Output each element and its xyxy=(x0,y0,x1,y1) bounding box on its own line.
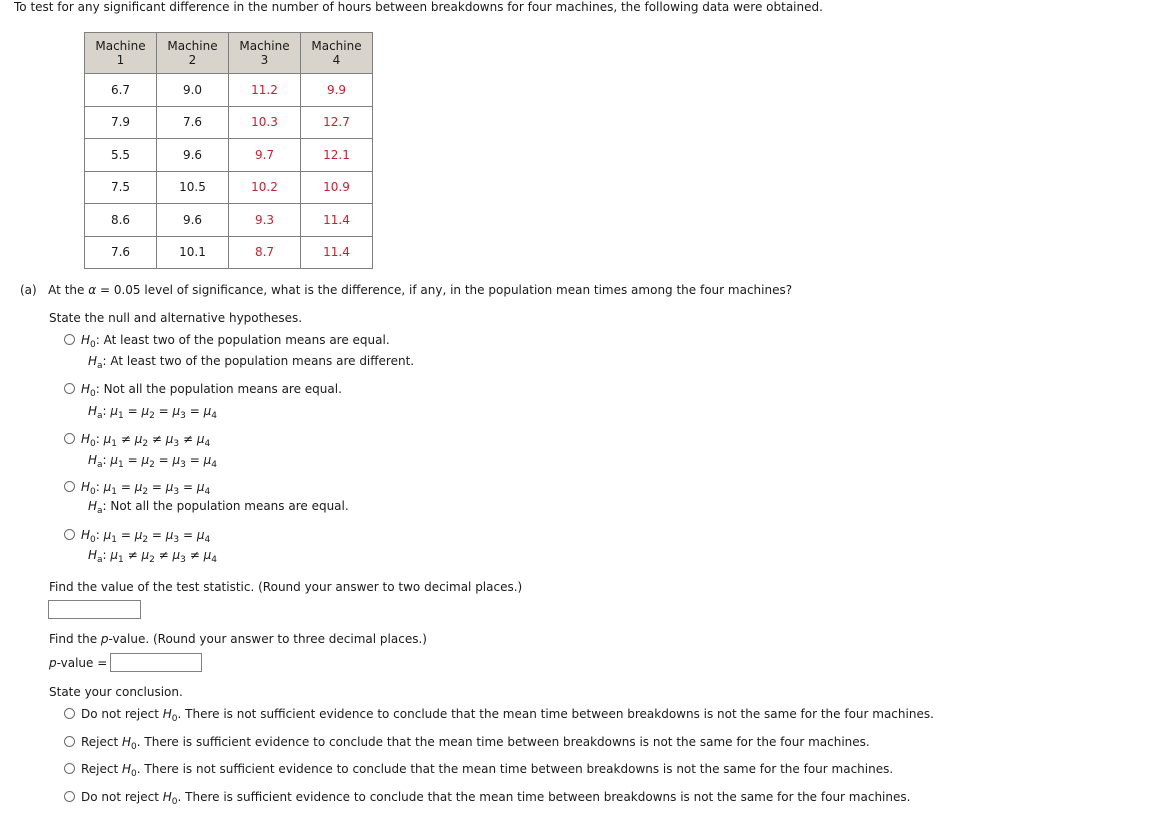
intro-text: To test for any significant difference in the number of hours between breakdowns for four machines, the following data were obtained. xyxy=(14,0,823,14)
p-value-prompt: Find the p-value. (Round your answer to three decimal places.) xyxy=(49,632,427,646)
conclusion-prompt: State your conclusion. xyxy=(49,685,183,699)
test-statistic-input[interactable] xyxy=(48,600,141,619)
table-cell: 9.7 xyxy=(229,139,301,172)
hypothesis-option-5[interactable]: $H_0$: $\mu_1 = \mu_2 = \mu_3 = \mu_4$ xyxy=(64,528,210,542)
radio-button[interactable] xyxy=(64,334,75,345)
radio-button[interactable] xyxy=(64,791,75,802)
table-cell: 10.9 xyxy=(301,171,373,204)
part-a-question: (a) At the α = 0.05 level of significance, what is the difference, if any, in the population mean times among the four machines? xyxy=(20,283,793,297)
radio-button[interactable] xyxy=(64,383,75,394)
alpha-symbol: α xyxy=(88,283,97,297)
table-header-row xyxy=(85,33,373,74)
column-header-machine-1: Machine 1 xyxy=(85,33,157,74)
hypothesis-option-2[interactable]: $H_0$: Not all the population means are equal. xyxy=(64,382,342,396)
column-header-machine-3: Machine 3 xyxy=(229,33,301,74)
table-row xyxy=(85,204,373,237)
table-row xyxy=(85,74,373,107)
table-cell: 9.0 xyxy=(157,74,229,107)
data-table xyxy=(84,32,373,269)
table-cell: 8.6 xyxy=(85,204,157,237)
hypothesis-option-1-ha: $H_a$: At least two of the population means are different. xyxy=(88,354,415,371)
table-cell: 7.6 xyxy=(157,106,229,139)
table-row xyxy=(85,236,373,269)
column-header-machine-4: Machine 4 xyxy=(301,33,373,74)
hypothesis-option-3-ha: $H_a$: $\mu_1 = \mu_2 = \mu_3 = \mu_4$ xyxy=(88,453,217,470)
table-cell: 9.9 xyxy=(301,74,373,107)
table-row xyxy=(85,106,373,139)
conclusion-option-3[interactable]: Reject $H_0$. There is not sufficient evidence to conclude that the mean time between breakdowns is not the same for the four machines. xyxy=(64,762,893,776)
table-row xyxy=(85,139,373,172)
p-value-label: p-value = xyxy=(49,656,108,670)
hypothesis-option-3[interactable]: $H_0$: $\mu_1 \ne \mu_2 \ne \mu_3 \ne \mu_4$ xyxy=(64,432,210,446)
hypotheses-prompt: State the null and alternative hypotheses. xyxy=(49,311,303,325)
test-statistic-prompt: Find the value of the test statistic. (Round your answer to two decimal places.) xyxy=(49,580,523,594)
table-cell: 9.6 xyxy=(157,204,229,237)
table-cell: 7.5 xyxy=(85,171,157,204)
table-cell: 6.7 xyxy=(85,74,157,107)
radio-button[interactable] xyxy=(64,763,75,774)
hypothesis-option-2-ha: $H_a$: $\mu_1 = \mu_2 = \mu_3 = \mu_4$ xyxy=(88,404,217,421)
table-cell: 10.1 xyxy=(157,236,229,269)
conclusion-option-4[interactable]: Do not reject $H_0$. There is sufficient evidence to conclude that the mean time between breakdowns is not the same for the four machines. xyxy=(64,790,910,804)
table-cell: 7.9 xyxy=(85,106,157,139)
table-cell: 9.6 xyxy=(157,139,229,172)
conclusion-option-1[interactable]: Do not reject $H_0$. There is not sufficient evidence to conclude that the mean time between breakdowns is not the same for the four machines. xyxy=(64,707,934,721)
radio-button[interactable] xyxy=(64,736,75,747)
table-cell: 11.2 xyxy=(229,74,301,107)
hypothesis-option-5-ha: $H_a$: $\mu_1 \ne \mu_2 \ne \mu_3 \ne \mu_4$ xyxy=(88,548,217,565)
radio-button[interactable] xyxy=(64,529,75,540)
table-cell: 9.3 xyxy=(229,204,301,237)
hypothesis-option-4[interactable]: $H_0$: $\mu_1 = \mu_2 = \mu_3 = \mu_4$ xyxy=(64,480,210,494)
hypothesis-option-4-ha: $H_a$: Not all the population means are equal. xyxy=(88,499,349,516)
table-cell: 12.7 xyxy=(301,106,373,139)
radio-button[interactable] xyxy=(64,481,75,492)
table-cell: 7.6 xyxy=(85,236,157,269)
part-a-label: (a) xyxy=(20,283,37,297)
table-cell: 10.5 xyxy=(157,171,229,204)
table-row xyxy=(85,171,373,204)
column-header-machine-2: Machine 2 xyxy=(157,33,229,74)
radio-button[interactable] xyxy=(64,708,75,719)
conclusion-option-2[interactable]: Reject $H_0$. There is sufficient evidence to conclude that the mean time between breakdowns is not the same for the four machines. xyxy=(64,735,870,749)
table-cell: 12.1 xyxy=(301,139,373,172)
table-cell: 5.5 xyxy=(85,139,157,172)
table-cell: 8.7 xyxy=(229,236,301,269)
hypothesis-option-1[interactable]: $H_0$: At least two of the population means are equal. xyxy=(64,333,390,347)
table-cell: 10.2 xyxy=(229,171,301,204)
p-value-input[interactable] xyxy=(110,653,202,672)
table-cell: 11.4 xyxy=(301,204,373,237)
table-cell: 10.3 xyxy=(229,106,301,139)
radio-button[interactable] xyxy=(64,433,75,444)
table-cell: 11.4 xyxy=(301,236,373,269)
